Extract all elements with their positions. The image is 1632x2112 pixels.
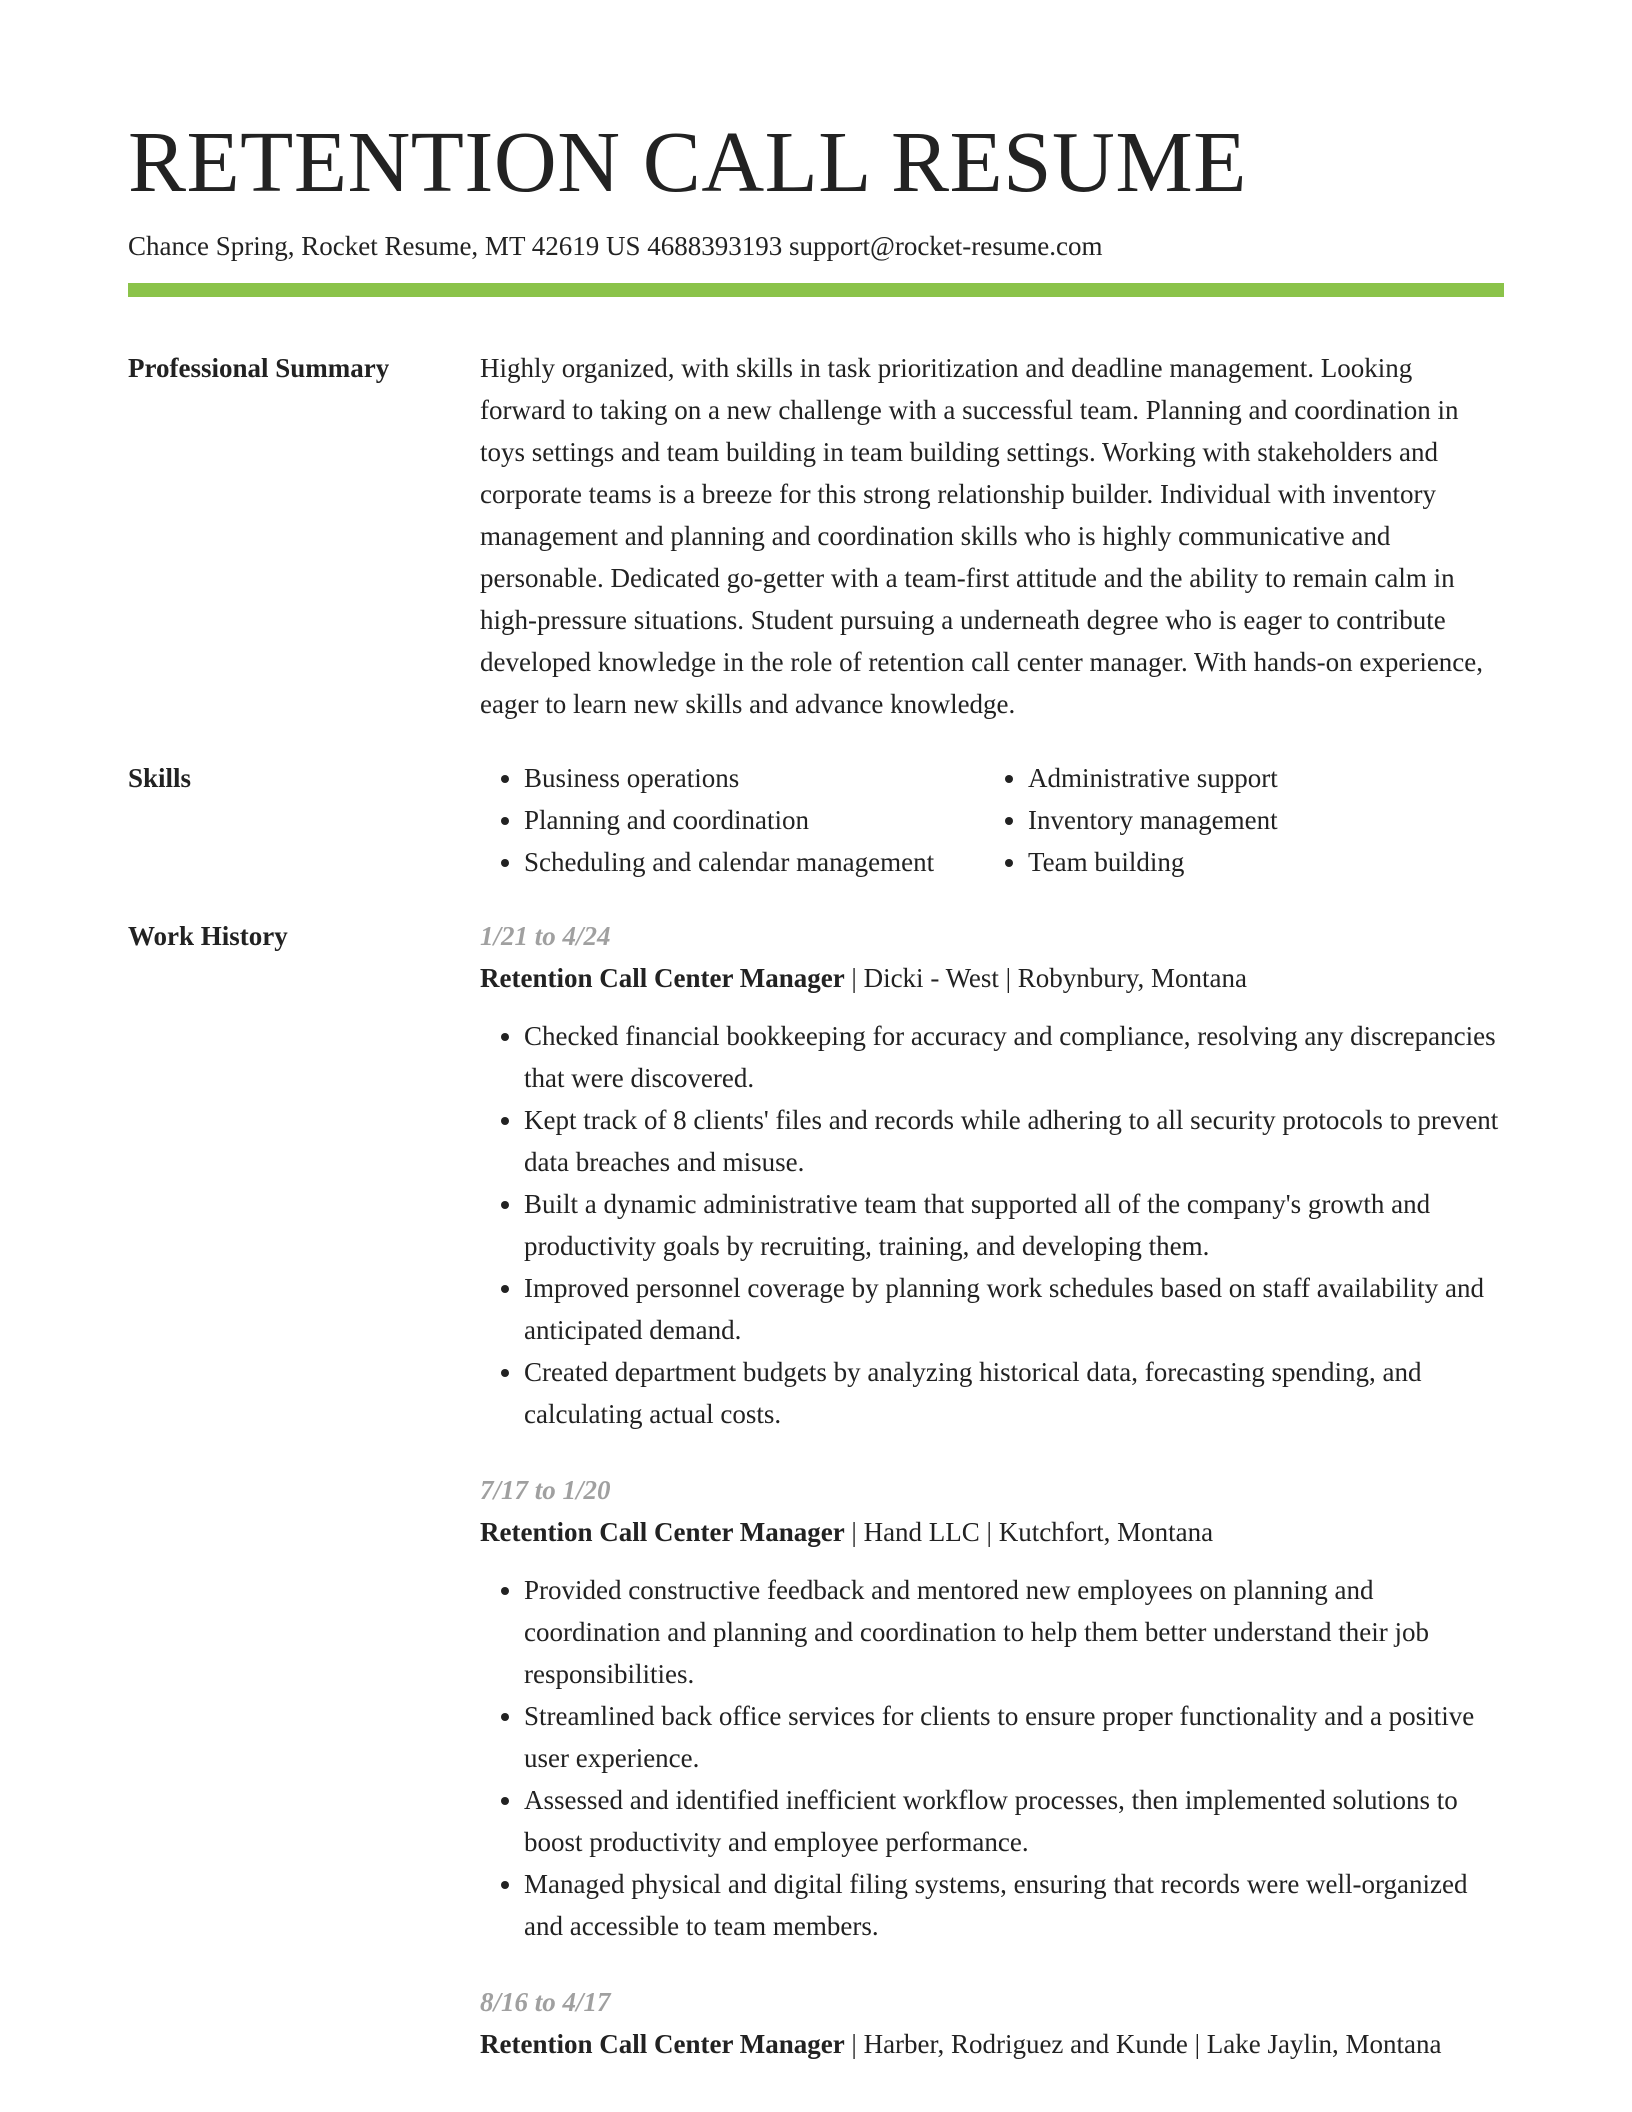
accent-divider xyxy=(128,283,1504,297)
skill-item: • Team building xyxy=(1028,841,1278,883)
job-entry xyxy=(480,1469,1504,1947)
skill-item: • Scheduling and calendar management xyxy=(524,841,984,883)
skills-column xyxy=(984,757,1278,883)
job-bullet: • Created department budgets by analyzing historical data, forecasting spending, and calculating actual costs. xyxy=(524,1351,1504,1435)
job-bullet: • Checked financial bookkeeping for accuracy and compliance, resolving any discrepancies that were discovered. xyxy=(524,1015,1504,1099)
job-details: | Harber, Rodriguez and Kunde | Lake Jaylin, Montana xyxy=(844,2029,1442,2060)
job-heading xyxy=(480,2023,1504,2065)
job-bullet: • Provided constructive feedback and mentored new employees on planning and coordination and planning and coordination to help them better understand their job responsibilities. xyxy=(524,1569,1504,1695)
job-bullet: • Assessed and identified inefficient workflow processes, then implemented solutions to boost productivity and employee performance. xyxy=(524,1779,1504,1863)
job-title: Retention Call Center Manager xyxy=(480,1517,845,1548)
job-bullet: • Improved personnel coverage by planning work schedules based on staff availability and anticipated demand. xyxy=(524,1267,1504,1351)
work-history-section xyxy=(128,915,1504,2065)
job-bullets xyxy=(480,1569,1504,1947)
skill-item: • Inventory management xyxy=(1028,799,1278,841)
job-dates: 1/21 to 4/24 xyxy=(480,921,611,952)
section-label: Work History xyxy=(128,921,288,952)
skills-grid xyxy=(480,757,1504,883)
skills-section xyxy=(128,757,1504,883)
job-dates: 8/16 to 4/17 xyxy=(480,1987,611,2018)
professional-summary-section xyxy=(128,347,1504,725)
section-label: Professional Summary xyxy=(128,353,390,384)
job-bullets xyxy=(480,1015,1504,1435)
job-bullet: • Managed physical and digital filing systems, ensuring that records were well-organized and accessible to team members. xyxy=(524,1863,1504,1947)
skills-column xyxy=(480,757,984,883)
section-label: Skills xyxy=(128,763,192,794)
job-details: | Dicki - West | Robynbury, Montana xyxy=(844,963,1248,994)
skill-item: • Planning and coordination xyxy=(524,799,984,841)
job-entry xyxy=(480,1981,1504,2065)
summary-text: Highly organized, with skills in task prioritization and deadline management. Looking forward to taking on a new challenge with a successful team. Planning and coordination in toys settings and team building in team building settings. Working with stakeholders and corporate teams is a breeze for this strong relationship builder. Individual with inventory management and planning and coordination skills who is highly communicative and personable. Dedicated go-getter with a team-first attitude and the ability to remain calm in high-pressure situations. Student pursuing a underneath degree who is eager to contribute developed knowledge in the role of retention call center manager. With hands-on experience, eager to learn new skills and advance knowledge. xyxy=(480,353,1484,720)
job-title: Retention Call Center Manager xyxy=(480,963,845,994)
resume-title: RETENTION CALL RESUME xyxy=(128,113,1247,210)
job-details: | Hand LLC | Kutchfort, Montana xyxy=(844,1517,1214,1548)
job-bullet: • Kept track of 8 clients' files and records while adhering to all security protocols to prevent data breaches and misuse. xyxy=(524,1099,1504,1183)
job-heading xyxy=(480,957,1504,999)
skill-item: • Business operations xyxy=(524,757,984,799)
job-title: Retention Call Center Manager xyxy=(480,2029,845,2060)
contact-line: Chance Spring, Rocket Resume, MT 42619 US 4688393193 support@rocket-resume.com xyxy=(128,231,1103,261)
job-dates: 7/17 to 1/20 xyxy=(480,1475,611,1506)
work-history-list xyxy=(480,915,1504,2065)
skill-item: • Administrative support xyxy=(1028,757,1278,799)
job-bullet: • Built a dynamic administrative team that supported all of the company's growth and productivity goals by recruiting, training, and developing them. xyxy=(524,1183,1504,1267)
job-heading xyxy=(480,1511,1504,1553)
job-bullet: • Streamlined back office services for clients to ensure proper functionality and a positive user experience. xyxy=(524,1695,1504,1779)
job-entry xyxy=(480,915,1504,1435)
